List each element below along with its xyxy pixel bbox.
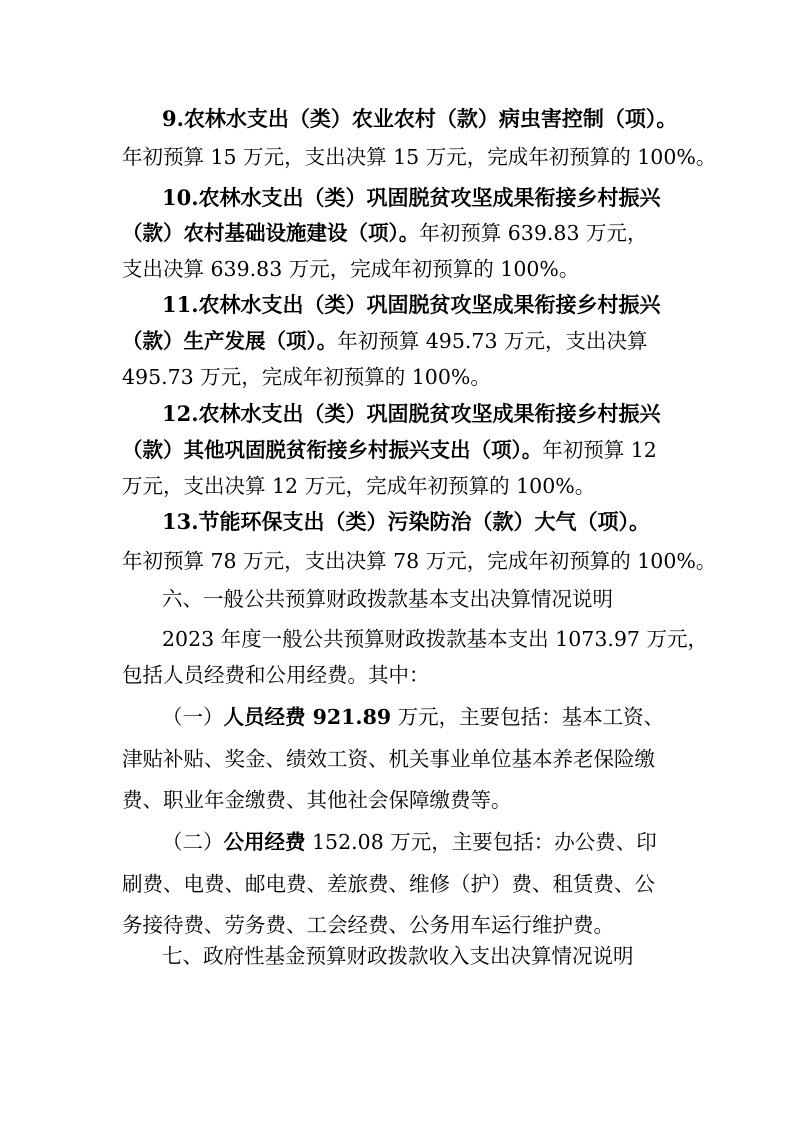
item-10-text-start: 年初预算 639.83 万元， <box>419 221 648 245</box>
personnel-prefix: （一） <box>162 705 224 729</box>
section-6-intro-2: 包括人员经费和公用经费。其中： <box>122 663 430 687</box>
item-10-line-2 <box>122 218 648 248</box>
item-13-heading: 13.节能环保支出（类）污染防治（款）大气（项）。 <box>162 509 651 534</box>
personnel-expense-line-3: 费、职业年金缴费、其他社会保障缴费等。 <box>122 788 512 812</box>
item-11-line-2 <box>122 326 648 356</box>
item-11-heading: 11.农林水支出（类）巩固脱贫攻坚成果衔接乡村振兴 <box>162 292 661 317</box>
personnel-expense-line-2: 津贴补贴、奖金、绩效工资、机关事业单位基本养老保险缴 <box>122 747 655 771</box>
personnel-expense-label: 人员经费 921.89 <box>223 705 392 729</box>
section-6-title: 六、一般公共预算财政拨款基本支出决算情况说明 <box>162 587 613 611</box>
item-11-text-start: 年初预算 495.73 万元，支出决算 <box>337 329 648 353</box>
item-10-text: 支出决算 639.83 万元，完成年初预算的 100%。 <box>122 257 580 281</box>
public-expense-line <box>162 827 657 857</box>
public-prefix: （二） <box>162 830 224 854</box>
public-expense-label: 公用经费 <box>223 830 306 854</box>
item-13-text: 年初预算 78 万元，支出决算 78 万元，完成年初预算的 100%。 <box>122 549 717 573</box>
item-12-heading-cont: （款）其他巩固脱贫衔接乡村振兴支出（项）。 <box>122 438 543 462</box>
public-expense-line-2: 刷费、电费、邮电费、差旅费、维修（护）费、租赁费、公 <box>122 872 655 896</box>
item-9-heading: 9.农林水支出（类）农业农村（款）病虫害控制（项）。 <box>162 106 678 131</box>
item-12-text: 万元，支出决算 12 万元，完成年初预算的 100%。 <box>122 474 596 498</box>
public-expense-text: 152.08 万元，主要包括：办公费、印 <box>305 830 657 854</box>
public-expense-line-3: 务接待费、劳务费、工会经费、公务用车运行维护费。 <box>122 913 614 937</box>
item-12-text-start: 年初预算 12 <box>542 438 657 462</box>
item-10-heading: 10.农林水支出（类）巩固脱贫攻坚成果衔接乡村振兴 <box>162 185 661 210</box>
item-11-heading-cont: （款）生产发展（项）。 <box>122 329 338 353</box>
personnel-expense-text: 万元，主要包括：基本工资、 <box>391 705 665 729</box>
personnel-expense-line <box>162 702 664 732</box>
item-10-heading-cont: （款）农村基础设施建设（项）。 <box>122 221 420 245</box>
item-12-heading: 12.农林水支出（类）巩固脱贫攻坚成果衔接乡村振兴 <box>162 401 661 426</box>
item-11-text: 495.73 万元，完成年初预算的 100%。 <box>122 365 491 389</box>
item-12-line-2 <box>122 435 657 465</box>
section-7-title: 七、政府性基金预算财政拨款收入支出决算情况说明 <box>162 944 634 968</box>
item-9-text: 年初预算 15 万元，支出决算 15 万元，完成年初预算的 100%。 <box>122 145 717 169</box>
section-6-intro-1: 2023 年度一般公共预算财政拨款基本支出 1073.97 万元， <box>162 627 708 651</box>
